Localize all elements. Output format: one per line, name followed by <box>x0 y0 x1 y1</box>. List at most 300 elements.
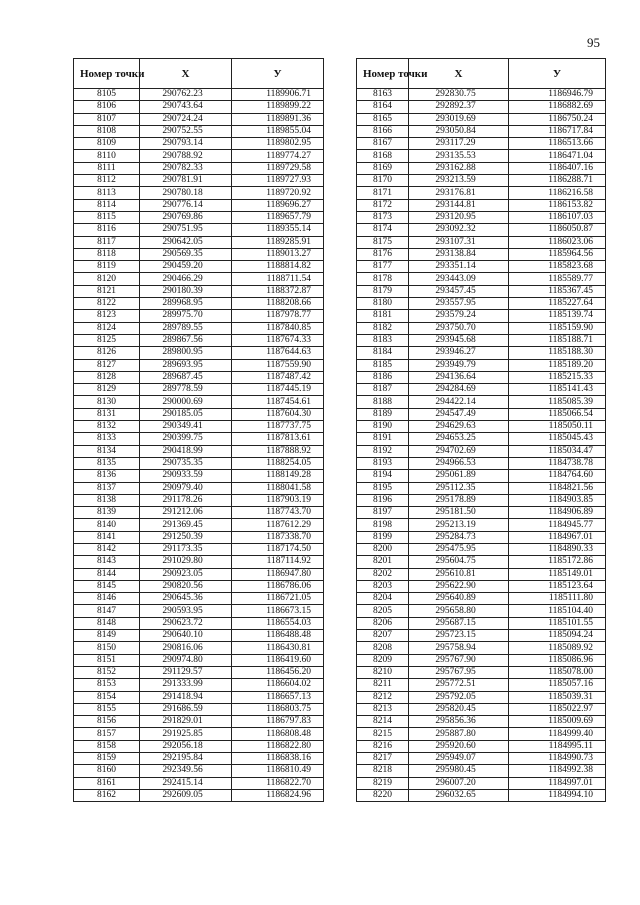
cell-point-number: 8135 <box>74 457 140 469</box>
cell-x: 295284.73 <box>409 531 509 543</box>
cell-x: 291029.80 <box>140 556 232 568</box>
cell-y: 1185089.92 <box>509 642 606 654</box>
cell-x: 295767.90 <box>409 654 509 666</box>
cell-y: 1187454.61 <box>232 396 324 408</box>
cell-x: 290349.41 <box>140 421 232 433</box>
cell-x: 291178.26 <box>140 494 232 506</box>
cell-x: 295178.89 <box>409 494 509 506</box>
cell-point-number: 8215 <box>357 728 409 740</box>
cell-x: 290399.75 <box>140 433 232 445</box>
cell-point-number: 8210 <box>357 666 409 678</box>
table-row <box>357 593 606 605</box>
cell-point-number: 8196 <box>357 494 409 506</box>
cell-x: 293117.29 <box>409 138 509 150</box>
table-row <box>357 531 606 543</box>
cell-point-number: 8214 <box>357 716 409 728</box>
cell-x: 291212.06 <box>140 507 232 519</box>
cell-point-number: 8152 <box>74 666 140 678</box>
table-row <box>74 642 324 654</box>
cell-point-number: 8184 <box>357 347 409 359</box>
cell-y: 1186407.16 <box>509 162 606 174</box>
cell-point-number: 8131 <box>74 408 140 420</box>
table-row <box>74 740 324 752</box>
cell-point-number: 8105 <box>74 89 140 101</box>
cell-x: 290640.10 <box>140 630 232 642</box>
cell-y: 1185101.55 <box>509 617 606 629</box>
cell-point-number: 8197 <box>357 507 409 519</box>
header-x: X <box>140 59 232 89</box>
cell-point-number: 8207 <box>357 630 409 642</box>
cell-y: 1185823.68 <box>509 261 606 273</box>
table-row <box>74 371 324 383</box>
cell-x: 293120.95 <box>409 211 509 223</box>
cell-y: 1187813.61 <box>232 433 324 445</box>
cell-x: 290623.72 <box>140 617 232 629</box>
cell-x: 291925.85 <box>140 728 232 740</box>
cell-point-number: 8160 <box>74 765 140 777</box>
cell-y: 1185172.86 <box>509 556 606 568</box>
cell-x: 290569.35 <box>140 248 232 260</box>
cell-y: 1187840.85 <box>232 322 324 334</box>
cell-point-number: 8139 <box>74 507 140 519</box>
cell-x: 289800.95 <box>140 347 232 359</box>
table-row <box>74 224 324 236</box>
cell-x: 295767.95 <box>409 666 509 678</box>
table-row <box>74 482 324 494</box>
table-row <box>74 408 324 420</box>
table-row <box>74 150 324 162</box>
cell-point-number: 8165 <box>357 113 409 125</box>
table-row <box>74 298 324 310</box>
cell-y: 1186216.58 <box>509 187 606 199</box>
cell-y: 1186803.75 <box>232 703 324 715</box>
table-row <box>74 421 324 433</box>
cell-point-number: 8194 <box>357 470 409 482</box>
table-row <box>357 310 606 322</box>
cell-point-number: 8181 <box>357 310 409 322</box>
cell-y: 1185964.56 <box>509 248 606 260</box>
cell-x: 291369.45 <box>140 519 232 531</box>
cell-y: 1186488.48 <box>232 630 324 642</box>
cell-point-number: 8183 <box>357 334 409 346</box>
table-row <box>357 482 606 494</box>
cell-y: 1189906.71 <box>232 89 324 101</box>
cell-x: 296007.20 <box>409 777 509 789</box>
cell-x: 294422.14 <box>409 396 509 408</box>
table-row <box>74 89 324 101</box>
table-header-row <box>357 59 606 89</box>
cell-point-number: 8186 <box>357 371 409 383</box>
table-row <box>357 261 606 273</box>
cell-x: 293019.69 <box>409 113 509 125</box>
cell-y: 1188814.82 <box>232 261 324 273</box>
table-row <box>74 789 324 801</box>
table-row <box>74 691 324 703</box>
cell-x: 295687.15 <box>409 617 509 629</box>
cell-x: 290180.39 <box>140 285 232 297</box>
cell-x: 293213.59 <box>409 175 509 187</box>
cell-y: 1184764.60 <box>509 470 606 482</box>
cell-point-number: 8143 <box>74 556 140 568</box>
table-row <box>357 89 606 101</box>
table-row <box>357 740 606 752</box>
cell-y: 1185215.33 <box>509 371 606 383</box>
table-row <box>74 519 324 531</box>
cell-x: 292349.56 <box>140 765 232 777</box>
table-row <box>74 175 324 187</box>
cell-x: 293557.95 <box>409 298 509 310</box>
cell-point-number: 8220 <box>357 789 409 801</box>
cell-y: 1185159.90 <box>509 322 606 334</box>
cell-y: 1189355.14 <box>232 224 324 236</box>
cell-point-number: 8133 <box>74 433 140 445</box>
table-row <box>74 310 324 322</box>
cell-point-number: 8178 <box>357 273 409 285</box>
table-row <box>357 679 606 691</box>
table-row <box>357 642 606 654</box>
cell-point-number: 8150 <box>74 642 140 654</box>
table-row <box>357 691 606 703</box>
cell-point-number: 8107 <box>74 113 140 125</box>
cell-y: 1185094.24 <box>509 630 606 642</box>
table-row <box>74 556 324 568</box>
cell-point-number: 8198 <box>357 519 409 531</box>
table-row <box>357 777 606 789</box>
cell-x: 295949.07 <box>409 753 509 765</box>
cell-y: 1184994.10 <box>509 789 606 801</box>
cell-point-number: 8193 <box>357 457 409 469</box>
cell-y: 1184997.01 <box>509 777 606 789</box>
cell-y: 1186604.02 <box>232 679 324 691</box>
cell-y: 1186822.70 <box>232 777 324 789</box>
cell-y: 1185149.01 <box>509 568 606 580</box>
table-row <box>74 101 324 113</box>
table-row <box>357 347 606 359</box>
cell-x: 290782.33 <box>140 162 232 174</box>
table-row <box>357 175 606 187</box>
table-row <box>357 371 606 383</box>
cell-point-number: 8180 <box>357 298 409 310</box>
cell-point-number: 8213 <box>357 703 409 715</box>
cell-x: 290780.18 <box>140 187 232 199</box>
cell-x: 294284.69 <box>409 384 509 396</box>
cell-x: 290974.80 <box>140 654 232 666</box>
cell-x: 290788.92 <box>140 150 232 162</box>
cell-y: 1187445.19 <box>232 384 324 396</box>
table-row <box>357 789 606 801</box>
cell-y: 1187559.90 <box>232 359 324 371</box>
cell-x: 293946.27 <box>409 347 509 359</box>
table-row <box>357 224 606 236</box>
cell-y: 1187737.75 <box>232 421 324 433</box>
cell-x: 295758.94 <box>409 642 509 654</box>
cell-x: 290933.59 <box>140 470 232 482</box>
table-row <box>357 421 606 433</box>
cell-point-number: 8120 <box>74 273 140 285</box>
cell-point-number: 8126 <box>74 347 140 359</box>
table-row <box>74 470 324 482</box>
cell-y: 1189802.95 <box>232 138 324 150</box>
cell-point-number: 8168 <box>357 150 409 162</box>
table-row <box>357 507 606 519</box>
cell-point-number: 8125 <box>74 334 140 346</box>
cell-y: 1187888.92 <box>232 445 324 457</box>
cell-y: 1185034.47 <box>509 445 606 457</box>
cell-y: 1186153.82 <box>509 199 606 211</box>
cell-point-number: 8217 <box>357 753 409 765</box>
cell-x: 289778.59 <box>140 384 232 396</box>
cell-y: 1185057.16 <box>509 679 606 691</box>
table-row <box>357 211 606 223</box>
cell-x: 290418.99 <box>140 445 232 457</box>
cell-point-number: 8142 <box>74 543 140 555</box>
cell-y: 1186824.96 <box>232 789 324 801</box>
cell-x: 291129.57 <box>140 666 232 678</box>
cell-x: 295887.80 <box>409 728 509 740</box>
cell-x: 291829.01 <box>140 716 232 728</box>
cell-x: 289687.45 <box>140 371 232 383</box>
cell-y: 1185141.43 <box>509 384 606 396</box>
table-row <box>357 568 606 580</box>
table-row <box>357 433 606 445</box>
cell-point-number: 8124 <box>74 322 140 334</box>
table-row <box>357 236 606 248</box>
page-number: 95 <box>587 35 600 50</box>
cell-x: 290645.36 <box>140 593 232 605</box>
cell-x: 289693.95 <box>140 359 232 371</box>
cell-x: 290769.86 <box>140 211 232 223</box>
cell-point-number: 8192 <box>357 445 409 457</box>
cell-x: 290642.05 <box>140 236 232 248</box>
cell-y: 1187612.29 <box>232 519 324 531</box>
table-row <box>74 261 324 273</box>
cell-x: 293092.32 <box>409 224 509 236</box>
table-row <box>357 654 606 666</box>
cell-y: 1186554.03 <box>232 617 324 629</box>
table-row <box>74 543 324 555</box>
cell-point-number: 8145 <box>74 580 140 592</box>
cell-point-number: 8172 <box>357 199 409 211</box>
cell-y: 1188372.87 <box>232 285 324 297</box>
header-point-number: Номер точки <box>357 59 409 89</box>
cell-point-number: 8199 <box>357 531 409 543</box>
cell-y: 1184990.73 <box>509 753 606 765</box>
table-row <box>74 580 324 592</box>
cell-y: 1189855.04 <box>232 125 324 137</box>
cell-x: 294547.49 <box>409 408 509 420</box>
cell-x: 295181.50 <box>409 507 509 519</box>
cell-y: 1184967.01 <box>509 531 606 543</box>
cell-x: 295772.51 <box>409 679 509 691</box>
table-row <box>357 728 606 740</box>
table-row <box>357 543 606 555</box>
table-row <box>74 359 324 371</box>
cell-y: 1185367.45 <box>509 285 606 297</box>
cell-y: 1186786.06 <box>232 580 324 592</box>
table-row <box>357 359 606 371</box>
cell-point-number: 8166 <box>357 125 409 137</box>
table-row <box>357 519 606 531</box>
cell-x: 290816.06 <box>140 642 232 654</box>
cell-point-number: 8187 <box>357 384 409 396</box>
cell-point-number: 8137 <box>74 482 140 494</box>
cell-y: 1189729.58 <box>232 162 324 174</box>
table-row <box>74 507 324 519</box>
cell-y: 1185104.40 <box>509 605 606 617</box>
cell-y: 1186023.06 <box>509 236 606 248</box>
table-row <box>357 666 606 678</box>
cell-y: 1186419.60 <box>232 654 324 666</box>
cell-point-number: 8190 <box>357 421 409 433</box>
cell-point-number: 8106 <box>74 101 140 113</box>
cell-y: 1184992.38 <box>509 765 606 777</box>
cell-x: 290979.40 <box>140 482 232 494</box>
cell-point-number: 8123 <box>74 310 140 322</box>
cell-y: 1186750.24 <box>509 113 606 125</box>
table-row <box>357 187 606 199</box>
cell-x: 290923.05 <box>140 568 232 580</box>
table-row <box>357 470 606 482</box>
cell-y: 1186822.80 <box>232 740 324 752</box>
cell-point-number: 8130 <box>74 396 140 408</box>
cell-y: 1186946.79 <box>509 89 606 101</box>
cell-point-number: 8119 <box>74 261 140 273</box>
cell-x: 290185.05 <box>140 408 232 420</box>
table-row <box>357 384 606 396</box>
cell-y: 1188041.58 <box>232 482 324 494</box>
cell-y: 1186882.69 <box>509 101 606 113</box>
cell-y: 1188254.05 <box>232 457 324 469</box>
cell-x: 290743.64 <box>140 101 232 113</box>
cell-point-number: 8175 <box>357 236 409 248</box>
table-row <box>74 457 324 469</box>
cell-x: 290820.56 <box>140 580 232 592</box>
cell-x: 290751.95 <box>140 224 232 236</box>
cell-point-number: 8112 <box>74 175 140 187</box>
cell-y: 1187487.42 <box>232 371 324 383</box>
cell-x: 294629.63 <box>409 421 509 433</box>
cell-x: 293176.81 <box>409 187 509 199</box>
cell-x: 295213.19 <box>409 519 509 531</box>
cell-point-number: 8163 <box>357 89 409 101</box>
cell-x: 291250.39 <box>140 531 232 543</box>
table-row <box>357 334 606 346</box>
cell-x: 295723.15 <box>409 630 509 642</box>
cell-x: 290776.14 <box>140 199 232 211</box>
cell-point-number: 8146 <box>74 593 140 605</box>
coordinates-table-left <box>73 58 324 802</box>
table-row <box>357 162 606 174</box>
cell-y: 1186513.66 <box>509 138 606 150</box>
cell-y: 1187903.19 <box>232 494 324 506</box>
table-row <box>74 716 324 728</box>
cell-point-number: 8182 <box>357 322 409 334</box>
cell-point-number: 8205 <box>357 605 409 617</box>
cell-x: 295475.95 <box>409 543 509 555</box>
table-row <box>74 199 324 211</box>
table-row <box>74 334 324 346</box>
cell-point-number: 8164 <box>357 101 409 113</box>
cell-point-number: 8211 <box>357 679 409 691</box>
cell-y: 1185139.74 <box>509 310 606 322</box>
cell-y: 1185078.00 <box>509 666 606 678</box>
cell-point-number: 8114 <box>74 199 140 211</box>
cell-y: 1185589.77 <box>509 273 606 285</box>
cell-x: 292195.84 <box>140 753 232 765</box>
table-row <box>74 568 324 580</box>
cell-point-number: 8162 <box>74 789 140 801</box>
cell-y: 1186721.05 <box>232 593 324 605</box>
cell-x: 293135.53 <box>409 150 509 162</box>
table-row <box>74 285 324 297</box>
cell-x: 295920.60 <box>409 740 509 752</box>
table-row <box>74 113 324 125</box>
cell-point-number: 8147 <box>74 605 140 617</box>
table-row <box>357 298 606 310</box>
cell-point-number: 8173 <box>357 211 409 223</box>
cell-point-number: 8169 <box>357 162 409 174</box>
cell-y: 1185111.80 <box>509 593 606 605</box>
header-y: У <box>509 59 606 89</box>
cell-point-number: 8200 <box>357 543 409 555</box>
cell-x: 289789.55 <box>140 322 232 334</box>
cell-x: 293107.31 <box>409 236 509 248</box>
cell-y: 1187674.33 <box>232 334 324 346</box>
cell-point-number: 8138 <box>74 494 140 506</box>
cell-point-number: 8110 <box>74 150 140 162</box>
cell-x: 290735.35 <box>140 457 232 469</box>
table-row <box>357 273 606 285</box>
table-row <box>74 666 324 678</box>
cell-y: 1184903.85 <box>509 494 606 506</box>
cell-point-number: 8208 <box>357 642 409 654</box>
table-row <box>357 556 606 568</box>
cell-x: 291333.99 <box>140 679 232 691</box>
cell-point-number: 8174 <box>357 224 409 236</box>
cell-y: 1187644.63 <box>232 347 324 359</box>
table-row <box>74 445 324 457</box>
table-row <box>74 728 324 740</box>
cell-y: 1186947.80 <box>232 568 324 580</box>
cell-y: 1189774.27 <box>232 150 324 162</box>
cell-y: 1185123.64 <box>509 580 606 592</box>
table-row <box>357 396 606 408</box>
cell-y: 1187338.70 <box>232 531 324 543</box>
cell-point-number: 8151 <box>74 654 140 666</box>
cell-x: 292609.05 <box>140 789 232 801</box>
cell-point-number: 8218 <box>357 765 409 777</box>
table-row <box>357 630 606 642</box>
cell-point-number: 8157 <box>74 728 140 740</box>
cell-point-number: 8156 <box>74 716 140 728</box>
cell-y: 1185050.11 <box>509 421 606 433</box>
table-row <box>357 703 606 715</box>
table-row <box>357 113 606 125</box>
cell-y: 1184821.56 <box>509 482 606 494</box>
cell-x: 290000.69 <box>140 396 232 408</box>
cell-x: 290752.55 <box>140 125 232 137</box>
cell-x: 295112.35 <box>409 482 509 494</box>
cell-point-number: 8158 <box>74 740 140 752</box>
cell-x: 293144.81 <box>409 199 509 211</box>
cell-x: 292415.14 <box>140 777 232 789</box>
table-row <box>357 716 606 728</box>
cell-y: 1185227.64 <box>509 298 606 310</box>
cell-y: 1189013.27 <box>232 248 324 260</box>
cell-x: 294702.69 <box>409 445 509 457</box>
cell-y: 1187604.30 <box>232 408 324 420</box>
cell-x: 290762.23 <box>140 89 232 101</box>
